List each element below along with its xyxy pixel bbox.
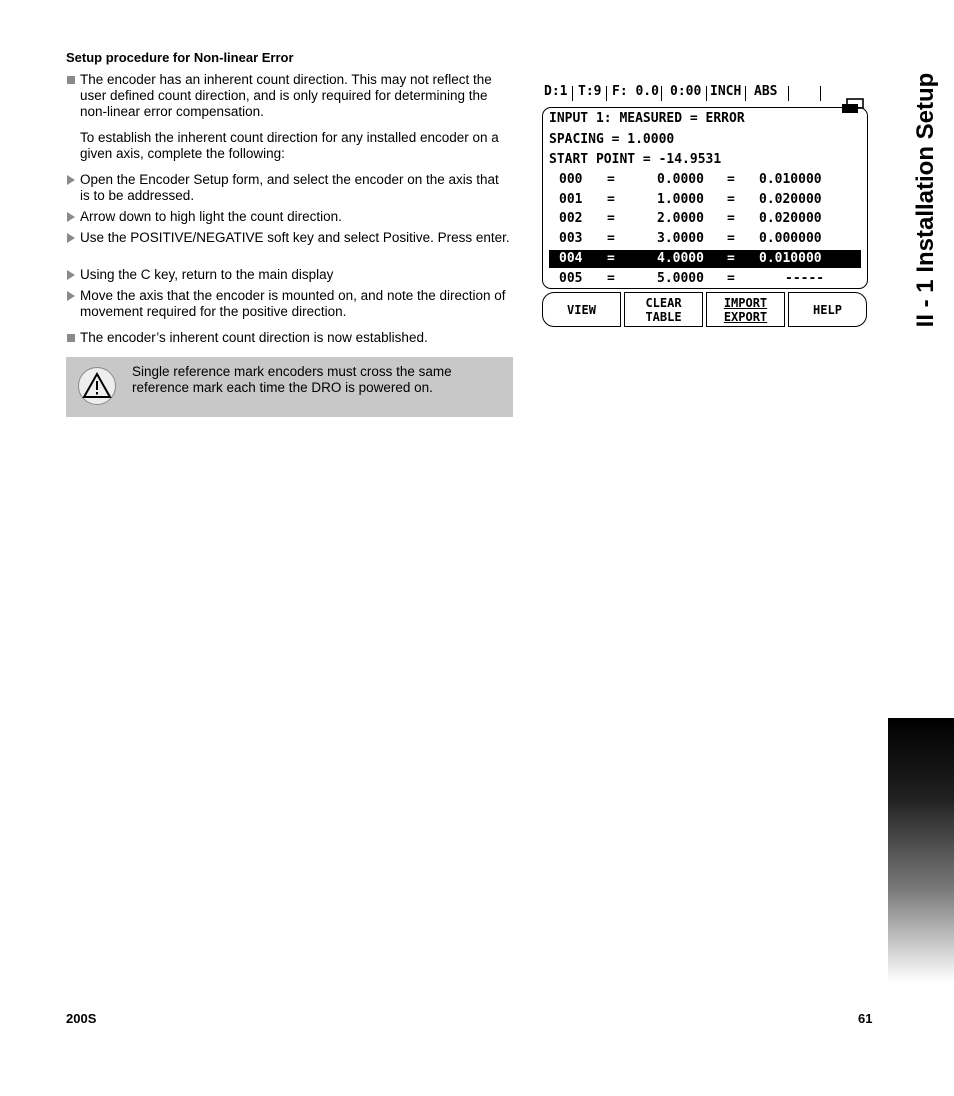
arrow-bullet-icon [67,233,75,243]
status-divider [706,86,707,101]
step-item [80,172,512,204]
step-item [80,267,512,283]
tool-indicator: T:9 [578,84,602,99]
table-row-selected[interactable]: 004 = 4.0000 = 0.010000 [549,250,861,268]
chapter-tab-title: II - 1 Installation Setup [912,72,939,328]
feedrate-indicator: F: 0.0 [612,84,659,99]
square-bullet-icon [67,76,75,84]
spacing-field[interactable]: SPACING = 1.0000 [549,132,675,147]
table-row[interactable]: 003 = 3.0000 = 0.000000 [559,231,822,246]
status-divider [606,86,607,101]
warning-note [66,357,513,417]
arrow-bullet-icon [67,270,75,280]
datum-indicator: D:1 [544,84,568,99]
error-table-panel [542,107,868,289]
bullet-item [80,330,512,346]
warning-text: Single reference mark encoders must cross the same reference mark each time the DRO is powered on. [132,364,452,395]
table-row[interactable]: 001 = 1.0000 = 0.020000 [559,192,822,207]
units-indicator: INCH [710,84,742,99]
status-divider [572,86,573,101]
dro-screen [542,80,870,330]
view-softkey[interactable]: VIEW [542,292,621,327]
mode-indicator: ABS [754,84,778,99]
arrow-bullet-icon [67,291,75,301]
panel-title: INPUT 1: MEASURED = ERROR [549,111,745,126]
status-divider [745,86,746,101]
footer-model: 200S [66,1011,97,1026]
step-item [80,230,512,246]
bullet-text: The encoder has an inherent count direction. This may not reflect the user defined count direction, and is only required for determining the non-linear error compensation. [80,72,492,119]
square-bullet-icon [67,334,75,342]
step-item [80,288,512,320]
bullet-text: The encoder’s inherent count direction is now established. [80,330,428,345]
page-number: 61 [858,1011,873,1026]
table-row[interactable]: 005 = 5.0000 = ----- [559,271,825,286]
step-text: Open the Encoder Setup form, and select the encoder on the axis that is to be addressed. [80,172,499,203]
warning-icon [78,367,116,405]
table-row[interactable]: 000 = 0.0000 = 0.010000 [559,172,822,187]
chapter-tab-gradient [888,718,954,982]
status-divider [788,86,789,101]
arrow-bullet-icon [67,212,75,222]
table-row[interactable]: 002 = 2.0000 = 0.020000 [559,211,822,226]
step-text: Using the C key, return to the main display [80,267,334,282]
start-point-field[interactable]: START POINT = -14.9531 [549,152,722,167]
import-export-softkey[interactable]: IMPORT EXPORT [706,292,785,327]
paragraph-text: To establish the inherent count direction for any installed encoder on a given axis, complete the following: [80,130,499,161]
help-softkey[interactable]: HELP [788,292,867,327]
step-text: Arrow down to high light the count direction. [80,209,342,224]
step-text: Use the POSITIVE/NEGATIVE soft key and select Positive. Press enter. [80,230,510,245]
status-divider [661,86,662,101]
status-divider [820,86,821,101]
stopwatch-indicator: 0:00 [670,84,702,99]
bullet-item [80,72,512,120]
softkey-bar [542,292,870,327]
arrow-bullet-icon [67,175,75,185]
status-bar [542,84,870,102]
step-item [80,209,512,225]
paragraph [80,130,512,162]
step-text: Move the axis that the encoder is mounted on, and note the direction of movement required for the positive direction. [80,288,506,319]
clear-table-softkey[interactable]: CLEAR TABLE [624,292,703,327]
section-heading: Setup procedure for Non-linear Error [66,50,294,65]
